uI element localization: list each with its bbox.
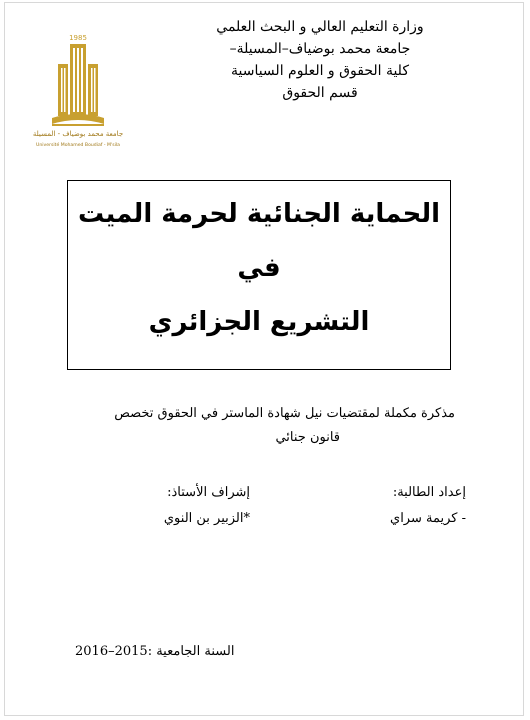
student-block <box>296 480 466 532</box>
university-logo <box>22 30 134 150</box>
thesis-title-line2: في <box>237 253 281 283</box>
thesis-title-box <box>67 180 451 370</box>
student-label: إعداد الطالبة: <box>392 485 466 500</box>
university-name: جامعة محمد بوضياف–المسيلة– <box>229 41 411 57</box>
supervisor-name: *الزبير بن النوي <box>163 511 250 526</box>
logo-name-ar: جامعة محمد بوضياف - المسيلة <box>32 130 124 138</box>
academic-year: السنة الجامعية :2015–2016 <box>75 644 235 659</box>
thesis-title-line3: التشريع الجزائري <box>148 307 370 337</box>
institution-header <box>140 16 500 104</box>
university-logo-icon <box>22 30 134 150</box>
student-name: - كريمة سراي <box>390 511 466 526</box>
thesis-description: مذكرة مكملة لمقتضيات نيل شهادة الماستر في الحقوق تخصص <box>114 406 455 421</box>
supervisor-block <box>80 480 250 532</box>
supervisor-label: إشراف الأستاذ: <box>167 485 250 500</box>
thesis-title-line1: الحماية الجنائية لحرمة الميت <box>77 199 440 229</box>
logo-name-fr: Université Mohamed Boudiaf - M'sila <box>36 143 120 148</box>
logo-year: 1985 <box>69 34 87 42</box>
thesis-specialty: قانون جنائي <box>275 430 340 445</box>
faculty-name: كلية الحقوق و العلوم السياسية <box>230 63 409 79</box>
ministry-name: وزارة التعليم العالي و البحث العلمي <box>216 19 424 35</box>
thesis-description-block <box>60 402 455 450</box>
department-name: قسم الحقوق <box>282 85 358 101</box>
